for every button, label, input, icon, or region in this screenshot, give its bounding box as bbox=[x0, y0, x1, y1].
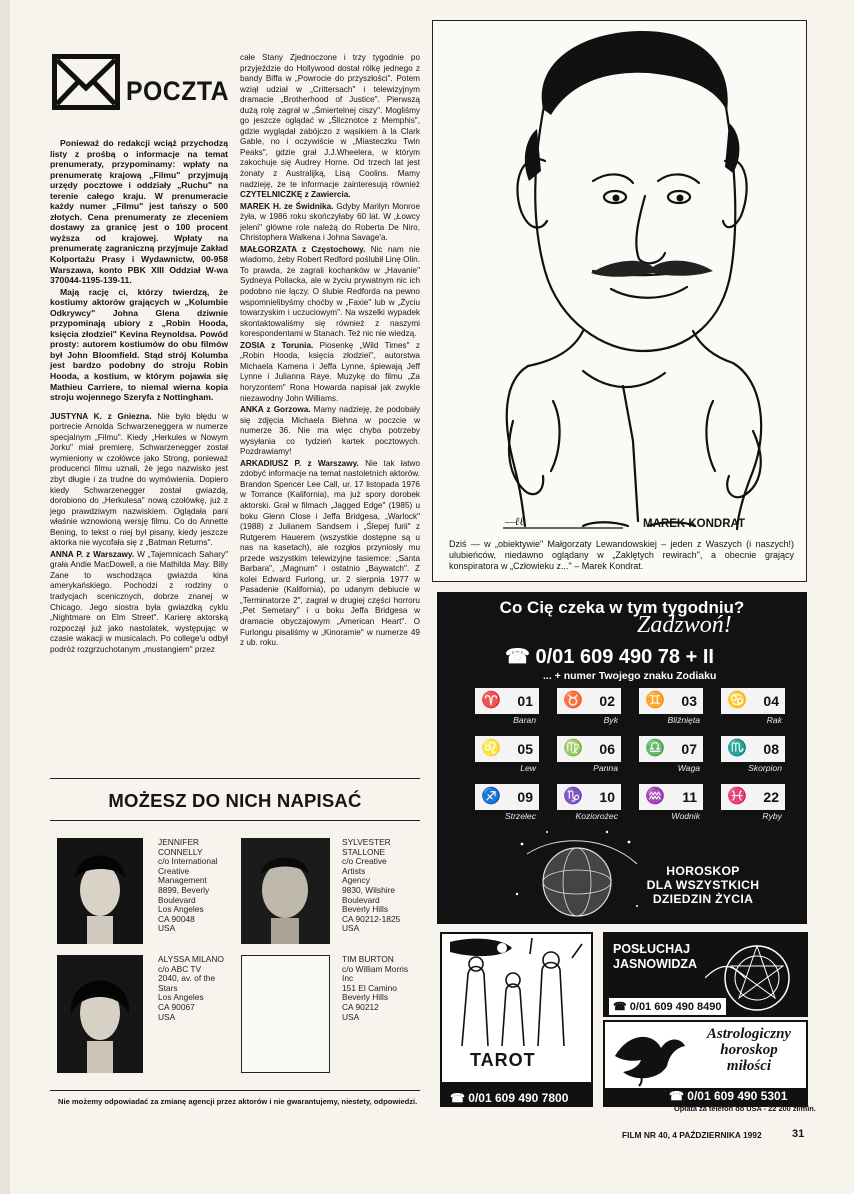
zodiac-sign: ♏ 08 Skorpion bbox=[721, 736, 785, 774]
page-number: 31 bbox=[792, 1128, 805, 1140]
reader-name: JUSTYNA K. z Gniezna. bbox=[50, 411, 152, 421]
horoscope-phone-sub: ... + numer Twojego znaku Zodiaku bbox=[543, 670, 717, 682]
letter-reply bbox=[240, 459, 420, 649]
horoscope-tagline: HOROSKOP DLA WSZYSTKICH DZIEDZIN ŻYCIA bbox=[646, 864, 760, 906]
address-block: JENNIFER CONNELLY c/o International Creative Management 8899, Beverly Boulevard Los Angeles CA 90048 USA bbox=[158, 837, 218, 934]
gemini-icon: ♊ bbox=[645, 692, 665, 709]
tarot-phone: ☎ 0/01 609 490 7800 bbox=[442, 1082, 591, 1107]
empty-photo-frame bbox=[241, 955, 330, 1073]
phone-icon: ☎ bbox=[669, 1089, 688, 1103]
zodiac-sign: ♈ 01 Baran bbox=[475, 688, 539, 726]
write-section-title: MOŻESZ DO NICH NAPISAĆ bbox=[108, 790, 362, 811]
phone-icon: ☎ bbox=[613, 1001, 630, 1013]
call-price-note: Opłata za telefon do USA - 22 200 zł/min. bbox=[674, 1104, 816, 1113]
pisces-icon: ♓ bbox=[727, 788, 747, 805]
address-block: SYLVESTER STALLONE c/o Creative Artists Agency 9830, Wilshire Boulevard Beverly Hills CA 90212-1825 USA bbox=[342, 837, 401, 934]
taurus-icon: ♉ bbox=[563, 692, 583, 709]
zodiac-sign: ♐ 09 Strzelec bbox=[475, 784, 539, 822]
love-horoscope-title: Astrologiczny horoskop miłości bbox=[706, 1026, 792, 1074]
sagittarius-icon: ♐ bbox=[481, 788, 501, 805]
cancer-icon: ♋ bbox=[727, 692, 747, 709]
lead-paragraph: Ponieważ do redakcji wciąż przychodzą listy z prośbą o informacje na temat prenumeraty, przypominamy: wpłaty na prenumeratę krajową „Filmu" przyjmują urzędy pocztowe i oddziały „Ruchu" na terenie całego kraju. W prenumeracie każdy numer „Filmu" jest tańszy o 500 złotych. Cena prenumeraty ze zleceniem dostawy za granicę jest o 100 procent wyższa od krajowej. Wpłaty na prenumeratę zagraniczną przyjmuje Zakład Kolportażu Prasy i Wydawnictw, 00-958 Warszawa, konto PBK XIII Oddział W-wa 370044-1195-139-11. bbox=[50, 138, 228, 286]
zodiac-sign: ♓ 22 Ryby bbox=[721, 784, 785, 822]
love-horoscope-phone: ☎ 0/01 609 490 5301 bbox=[605, 1088, 806, 1105]
letter-reply bbox=[240, 202, 420, 244]
virgo-icon: ♍ bbox=[563, 740, 583, 757]
zodiac-sign: ♑ 10 Koziorożec bbox=[557, 784, 621, 822]
doves-icon bbox=[609, 1026, 689, 1088]
clairvoyant-ad bbox=[603, 932, 808, 1017]
capricorn-icon: ♑ bbox=[563, 788, 583, 805]
reply-text: Nie tak łatwo zdobyć informacje na temat nastoletnich aktorów. Brandon Spencer Lee Call, ur. 17 listopada 1976 w Torrance (Kalifornia), ma już spory dorobek aktorski. Grał w filmach „Jagged Edge" (1985) u boku Glenn Close i Jeffa Bridgesa, „Warlock" (1988) z Julianem Sandsem i „Ślepej furii" z Rutgerem Hauerem (wszystkie dostępne są u nas na kasetach), ale rozgłos przyniosły mu przede wszystkim telewizyjne tasiemce: „Santa Barbara", „Magnum" i ostatnio „Baywatch". Z kolei Edward Furlong, ur. 2 sierpnia 1977 w Pasadenie (Kalifornia), po udanym debiucie w „Terminatorze 2", zagrał w drugiej części horroru „Pet Semetary" i u boku Jeffa Bridgesa w dramacie obyczajowym „American Heart". O Furlongu pisaliśmy w „Kinoramie" w numerze 49 z ub. roku. bbox=[240, 458, 420, 648]
zodiac-sign: ♒ 11 Wodnik bbox=[639, 784, 703, 822]
clairvoyant-phone: ☎ 0/01 609 490 8490 bbox=[609, 998, 726, 1015]
caricature-caption: Dziś — w „obiektywie" Małgorzaty Lewandowskiej – jeden z Waszych (i naszych!) ulubieńców, niedawno oglądany w „Zaklętych rewirach", a obecnie grający konspiratora w „Człowieku z..." – Marek Kondrat. bbox=[449, 539, 794, 571]
phone-icon: ☎ bbox=[450, 1091, 469, 1105]
tarot-figures-icon bbox=[442, 934, 591, 1052]
reader-name: CZYTELNICZKĘ z Zawiercia. bbox=[240, 190, 351, 200]
divider bbox=[50, 820, 420, 821]
reply-text: Mamy nadzieję, że podobały się zdjęcia Michaela Biehna w poczcie w numerze 36. Nie ma więc chyba potrzeby wysyłania co tydzień kartek pocztowych. Pozdrawiamy! bbox=[240, 405, 420, 457]
continued-reply: całe Stany Zjednoczone i trzy tygodnie po przyjeździe do Hollywood dostał rólkę jednego z bandy Biffa w „Powrocie do przyszłości". Potem wziął udział w „Crittersach" i telewizyjnym dramacie „Brotherhood of Justice". Pierwszą dużą rolę zagrał w „Śmiertelnej ciszy". Mogliśmy go jeszcze oglądać w „Ślicznotce z Memphis", gdzie wyglądał zabójczo z wąsikiem à la Clark Gable, no i oczywiście w „Miasteczku Twin Peaks", gdzie grał J.J.Wheelera, w którym zakochuje się Audrey Horne. Od trzech lat jest żonaty z Australijką, Lisą Coolins. Mamy nadzieję, że te informacje zainteresują również CZYTELNICZKĘ z Zawiercia. bbox=[240, 53, 420, 200]
issue-info: FILM NR 40, 4 PAŹDZIERNIKA 1992 bbox=[622, 1130, 762, 1140]
clairvoyant-title: POSŁUCHAJ JASNOWIDZA bbox=[613, 942, 698, 971]
reader-name: ANNA P. z Warszawy. bbox=[50, 549, 135, 559]
letter-reply bbox=[50, 412, 228, 549]
horoscope-call: Zadzwoń! bbox=[637, 612, 732, 638]
horoscope-ad bbox=[437, 592, 807, 924]
reply-text: Nie było błędu w portrecie Arnolda Schwarzeneggera w numerze specjalnym „Filmu". Kiedy „Herkules w Nowym Jorku" miał premierę, Schwarzenegger został wymieniony w czołówce jako Strong, ponieważ producenci filmu uznali, że jego nazwisko jest zbyt długie i za trudne do wymówienia. Dopiero kiedy Schwarzenegger został gwiazdą, dorobiono do „Herkulesa" nową czołówkę, już z jego prawdziwym nazwiskiem. Oglądała pani właśnie wznowioną wersję filmu. Co do Annette Bening, to tekst o niej był pisany, kiedy jeszcze aktorka nie wycofała się z „Batman Returns". bbox=[50, 411, 228, 548]
caricature-drawing bbox=[433, 21, 806, 536]
section-title: POCZTA bbox=[126, 76, 230, 106]
letter-reply bbox=[50, 550, 228, 655]
zodiac-sign: ♍ 06 Panna bbox=[557, 736, 621, 774]
footnote: Nie możemy odpowiadać za zmianę agencji przez aktorów i nie gwarantujemy, niestety, odpowiedzi. bbox=[58, 1097, 418, 1106]
reply-text: W „Tajemnicach Sahary" grała Andie MacDowell, a nie Mathilda May. Billy Zane to wschodząca gwiazda kina amerykańskiego. Pochodzi z rodziny o tradycjach scenicznych, dobrze znanej w Chicago. Jego siostra była gwiazdką cyklu „Nightmare on Elm Street". Karierę aktorską rozpoczął już jako nastolatek, występując w czasie wakacji w musicalach. Po college'u odbył podróż rozgrzuchotanym „mustangiem" przez bbox=[50, 549, 228, 654]
reply-text: Nic nam nie wiadomo, żeby Robert Redford poślubił Linę Olin. To prawda, że zagrali kochanków w „Havanie" Sydneya Pollacka, ale w życiu prywatnym nic ich podobno nie łączy. O ślubie Redforda na pewno wspomnielibyśmy choćby w „Faxie" lub w „Życiu towarzyskim i uczuciowym". Na wszelki wypadek skontaktowaliśmy się również z naszymi korespondentami w Stanach. Też nic nie wiedzą. bbox=[240, 244, 420, 339]
envelope-icon bbox=[50, 52, 122, 112]
reader-name: ANKA z Gorzowa. bbox=[240, 405, 311, 415]
address-block: TIM BURTON c/o William Morris Inc 151 El Camino Beverly Hills CA 90212 USA bbox=[342, 954, 409, 1022]
portrait-photo bbox=[241, 838, 330, 944]
caricature-box bbox=[432, 20, 807, 582]
reply-text: Gdyby Marilyn Monroe żyła, w 1986 roku skończyłaby 60 lat. W „Łowcy jeleni" główne role należą do Roberta De Niro, Christophera Walkena i Johna Savage'a. bbox=[240, 201, 420, 243]
poczta-header bbox=[50, 52, 230, 112]
divider bbox=[50, 1090, 420, 1091]
portrait-photo bbox=[57, 955, 143, 1073]
reader-name: MAREK H. ze Świdnika. bbox=[240, 201, 334, 211]
letters-column-2 bbox=[240, 53, 420, 650]
tarot-ad bbox=[440, 932, 593, 1107]
subscription-notice bbox=[50, 138, 228, 403]
aries-icon: ♈ bbox=[481, 692, 501, 709]
address-block: ALYSSA MILANO c/o ABC TV 2040, av. of the Stars Los Angeles CA 90067 USA bbox=[158, 954, 224, 1022]
phone-icon: ☎ bbox=[505, 646, 536, 668]
divider bbox=[50, 778, 420, 779]
letter-reply bbox=[240, 245, 420, 340]
zodiac-sign: ♎ 07 Waga bbox=[639, 736, 703, 774]
artist-signature: —ℓℓ bbox=[505, 516, 524, 528]
love-horoscope-ad bbox=[603, 1020, 808, 1107]
aquarius-icon: ♒ bbox=[645, 788, 665, 805]
letters-column-1 bbox=[50, 138, 228, 656]
scorpio-icon: ♏ bbox=[727, 740, 747, 757]
reader-name: ZOSIA z Torunia. bbox=[240, 340, 314, 350]
letter-reply bbox=[240, 341, 420, 404]
reply-text: Piosenkę „Wild Times" z „Robin Hooda, księcia złodziei", autorstwa Michaela Kamena i Jeffa Lynne, śpiewają Jeff Lynne i Julianna Raye. Muzykę do filmu „Za horyzontem" Rona Howarda napisał jak zwykle niezawodny John Williams. bbox=[240, 340, 421, 403]
zodiac-sign: ♉ 02 Byk bbox=[557, 688, 621, 726]
tarot-title: TAROT bbox=[470, 1050, 536, 1070]
leo-icon: ♌ bbox=[481, 740, 501, 757]
reader-name: MAŁGORZATA z Częstochowy. bbox=[240, 244, 366, 254]
zodiac-sign: ♊ 03 Bliźnięta bbox=[639, 688, 703, 726]
letter-reply bbox=[240, 405, 420, 458]
portrait-photo bbox=[57, 838, 143, 944]
horoscope-title: Co Cię czeka w tym tygodniu? bbox=[499, 598, 745, 617]
horoscope-phone: ☎ 0/01 609 490 78 + II bbox=[505, 646, 714, 668]
reader-name: ARKADIUSZ P. z Warszawy. bbox=[240, 458, 359, 468]
caricature-label: MAREK KONDRAT bbox=[643, 518, 746, 530]
zodiac-sign: ♋ 04 Rak bbox=[721, 688, 785, 726]
libra-icon: ♎ bbox=[645, 740, 665, 757]
lead-paragraph: Mają rację ci, którzy twierdzą, że kostiumy aktorów grających w „Kolumbie Odkrywcy" Johna Glena dziwnie przypominają ubiory z „Robin Hooda, księcia złodziei" Kevina Reynoldsa. Powód prosty: autorem kostiumów do obu filmów był John Bloomfield. Stąd strój Kolumba jest bardzo podobny do stroju Robin Hooda, a kostium, w którym pojawia się Mathieu Carriere, to niemal wierna kopia stroju wojennego Szeryfa z Nottingham. bbox=[50, 286, 228, 403]
zodiac-sign: ♌ 05 Lew bbox=[475, 736, 539, 774]
